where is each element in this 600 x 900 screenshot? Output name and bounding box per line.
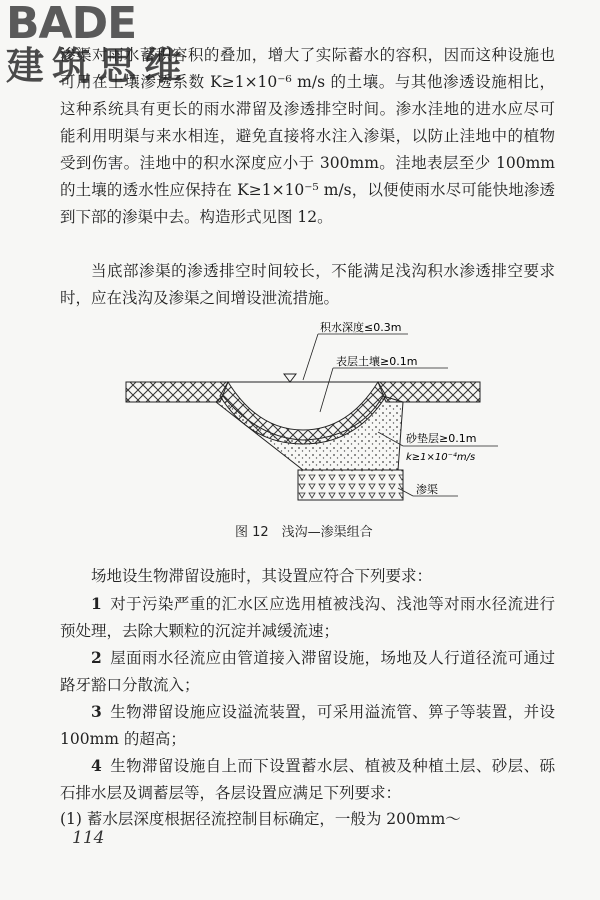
- list-number: 2: [91, 648, 102, 667]
- label-topsoil: 表层土壤≥0.1m: [336, 355, 418, 368]
- list-number: 1: [91, 594, 102, 613]
- list-item: [60, 590, 555, 645]
- paragraph-2: 当底部渗渠的渗透排空时间较长，不能满足浅沟积水渗透排空要求时，应在浅沟及渗渠之间增设泄流措施。: [60, 262, 555, 307]
- list-number: 4: [91, 756, 102, 775]
- figure-12-diagram: [108, 320, 508, 515]
- label-trench: 渗渠: [416, 483, 438, 496]
- paragraph-3: 场地设生物滞留设施时，其设置应符合下列要求：: [91, 567, 433, 585]
- list-text: 对于污染严重的汇水区应选用植被浅沟、浅池等对雨水径流进行预处理，去除大颗粒的沉淀并减缓流速；: [60, 595, 555, 640]
- paragraph-1: 渗渠对雨水蓄积容积的叠加，增大了实际蓄水的容积，因而这种设施也可用在土壤渗透系数 K≥1×10⁻⁶ m/s 的土壤。与其他渗透设施相比，这种系统具有更长的雨水滞留及渗透排空时间。渗水洼地的进水应尽可能利用明渠与来水相连，避免直接将水注入渗渠，以防止洼地中的植物受到伤害。洼地中的积水深度应小于 300mm。洼地表层至少 100mm 的土壤的透水性应保持在 K≥1×10⁻⁵ m/s，以便使雨水尽可能快地渗透到下部的渗渠中去。构造形式见图 12。: [60, 46, 555, 226]
- label-permeability: k≥1×10⁻⁴m/s: [406, 452, 476, 463]
- list-text: 生物滞留设施应设溢流装置，可采用溢流管、箅子等装置，并设 100mm 的超高；: [60, 703, 555, 748]
- page-number: 114: [72, 828, 105, 848]
- list-item: [60, 644, 555, 699]
- water-level-marker: [284, 374, 296, 382]
- ground-left: [126, 382, 228, 402]
- label-sand-layer: 砂垫层≥0.1m: [406, 432, 477, 445]
- figure-caption: 图 12 浅沟—渗渠组合: [235, 525, 373, 540]
- infiltration-trench: [298, 470, 403, 500]
- list-text: 屋面雨水径流应由管道接入滞留设施，场地及人行道径流可通过路牙豁口分散流入；: [60, 649, 555, 694]
- list-text: 生物滞留设施自上而下设置蓄水层、植被及种植土层、砂层、砾石排水层及调蓄层等，各层设置应满足下列要求：: [60, 757, 555, 802]
- logo-wordmark: BADE: [6, 0, 137, 49]
- sub-item-1: (1) 蓄水层深度根据径流控制目标确定，一般为 200mm～: [60, 810, 461, 828]
- label-water-depth: 积水深度≤0.3m: [320, 321, 402, 334]
- list-number: 3: [91, 702, 102, 721]
- list-item: [60, 698, 555, 753]
- list-item: [60, 752, 555, 807]
- logo-subtitle: 建筑思维: [6, 44, 191, 88]
